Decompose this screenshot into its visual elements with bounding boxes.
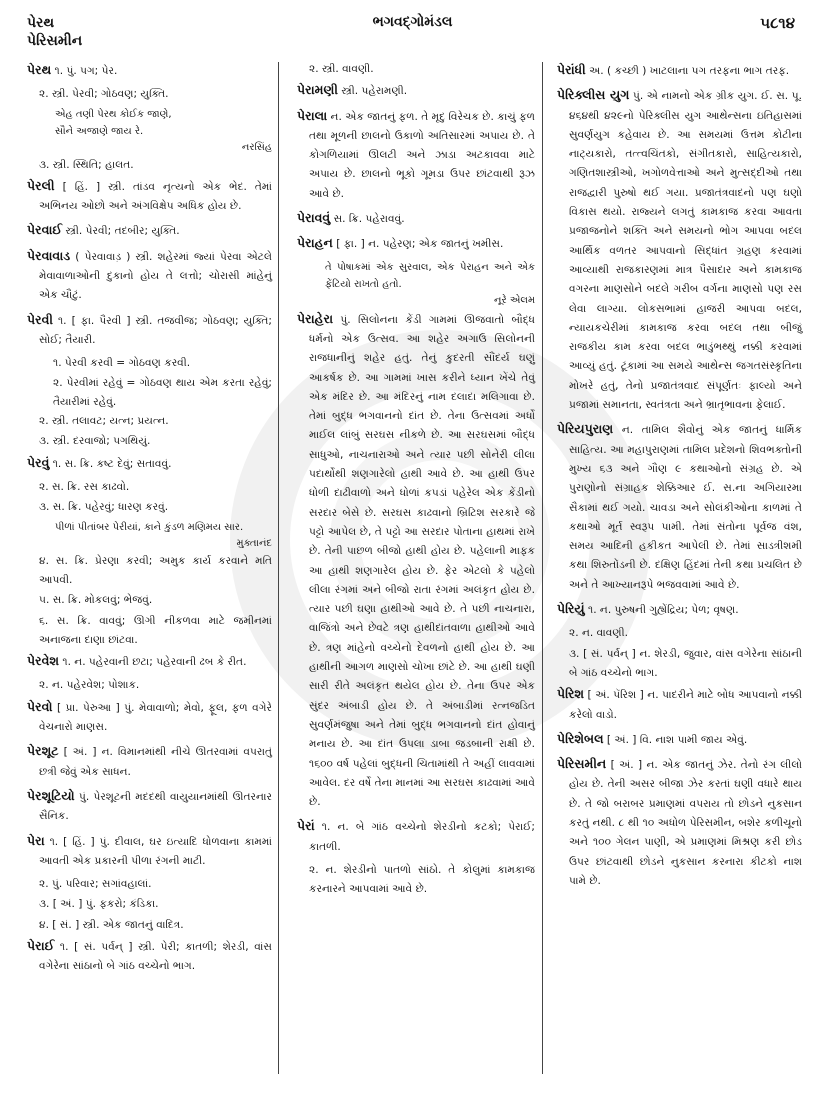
dictionary-entry bbox=[297, 233, 535, 254]
headword: પેરાં bbox=[297, 818, 315, 834]
quotation-line: તે પોષાકમાં એક સુરવાલ, એક પેરાહન અને એક ફેંટિયો રાખતો હતો. bbox=[325, 261, 535, 290]
headword: પેરવેશ bbox=[27, 653, 60, 669]
sense-line: ૨. પું. પરિવાર; સગાંવહાલાં. bbox=[39, 878, 152, 891]
sense-line: ૨. ન. શેરડીનો પાતળો સાંઠો. તે કોલુમાં કામકાજ કરનારને આપવામાં આવે છે. bbox=[309, 863, 535, 896]
definition: ૧. ન. પુરુષની ગુહ્યેંદ્રિય; પેળ; વૃષણ. bbox=[584, 604, 739, 617]
headword: પેરવી bbox=[27, 311, 53, 327]
headword: પેરશૂટિયો bbox=[27, 787, 75, 803]
definition: ૧. ન. બે ગાંઠ વચ્ચેનો શેરડીનો કટકો; પેરાઈ; કાતળી. bbox=[309, 821, 535, 853]
definition: [ ફા. ] ન. પહેરણ; એક જાતનું ખમીસ. bbox=[332, 238, 504, 251]
definition: સ્ત્રી. પહેરામણી. bbox=[337, 85, 408, 98]
sense-line: ૨. ન. પહેરવેશ; પોશાક. bbox=[39, 679, 140, 692]
headword: પેરાઈ bbox=[27, 937, 55, 953]
headword: પેરાલા bbox=[297, 107, 328, 123]
page-number: ૫૮૧૪ bbox=[760, 14, 795, 32]
headword: પેરિશ bbox=[557, 686, 585, 702]
sense-line: ૨. ન. વાવણી. bbox=[569, 627, 629, 640]
dictionary-entry bbox=[27, 651, 272, 672]
quotation-line: પીળાં પીતાંબર પેરીયાં, કાને કુંડળ મણિમય સાર. bbox=[55, 521, 244, 533]
headword: પેરામણી bbox=[297, 82, 338, 98]
headword: પેરાહન bbox=[297, 235, 333, 251]
definition: [ પ્રા. પેરુઆ ] પું. મેવાવાળો; મેવો, ફૂલ, ફળ વગેરે વેચનારો માણસ. bbox=[39, 701, 272, 734]
dictionary-entry bbox=[27, 246, 272, 306]
definition: [ અં. ] ન. વિમાનમાંથી નીચે ઊતરવામાં વપરાતું છત્રી જેવું એક સાધન. bbox=[39, 746, 272, 778]
sense-line: ૪. [ સં. ] સ્ત્રી. એક જાતનું વાદિત્ર. bbox=[39, 918, 184, 931]
dictionary-entry bbox=[557, 419, 802, 595]
headword: પેરશૂટ bbox=[27, 743, 59, 759]
column-divider bbox=[278, 62, 279, 1074]
definition: [ અં. પૅરિશ ] ન. પાદરીને માટે બોધ આપવાનો નક્કી કરેલો વાડો. bbox=[569, 689, 802, 721]
sense-line: ૨. સ્ત્રી. પેરવી; ગોઠવણ; યુક્તિ. bbox=[39, 88, 169, 101]
headword: પેરવું bbox=[27, 454, 50, 470]
headword: પેરવાવાડ bbox=[27, 247, 71, 263]
definition: ન. એક જાતનું ફળ. તે મૃદુ વિરેચક છે. કાચું ફળ તથા મૂળની છાલનો ઉકાળો અતિસારમાં અપાય છે. તે કોગળિયામાં ઊલટી અને ઝાડા અટકાવવા માટે અપાય છે. છાલનો ભૂકો ગૂમડા ઉપર છાંટવાથી રૂઝ આવે છે. bbox=[309, 110, 535, 200]
quotation-source: મુક્તાનંદ bbox=[236, 537, 272, 549]
dictionary-entry bbox=[27, 453, 272, 474]
definition: ૧. પું. પગ; પેર. bbox=[51, 65, 118, 77]
dictionary-entry bbox=[557, 85, 802, 415]
column-divider bbox=[542, 62, 543, 1074]
headword: પેરિસમીન bbox=[557, 756, 607, 772]
headword: પેરવો bbox=[27, 698, 53, 714]
dictionary-entry bbox=[27, 697, 272, 738]
definition: ૧. ન. પહેરવાની છટા; પહેરવાની ઢબ કે રીત. bbox=[59, 656, 247, 669]
headword: પેરાંધી bbox=[557, 62, 586, 77]
definition: સ્ત્રી. પેરવી; તદબીર; યુક્તિ. bbox=[62, 225, 180, 238]
quotation-line: સૌને અજાણે જાય રે. bbox=[55, 125, 144, 137]
dictionary-entry bbox=[557, 599, 802, 620]
definition: ન. તામિલ શૈવોનું એક જાતનું ધાર્મિક સાહિત્ય. આ મહાપુરાણમાં તામિલ પ્રદેશનો શિવભક્તોની મુખ્ય ૬૩ અને ગૌણ ૯ કથાઓનો સંગ્રહ છે. એ પુરાણોનો સંગ્રાહક શેક્કિઆર ઈ. સ.ના અગિયારમા સૈકામાં થઈ ગયો. ચાવડા અને સોલંકીઓના કાળમાં તે કથાઓ મૂર્ત સ્વરૂપ પામી. તેમાં સંતોના પૂર્વજ વંશ, સમય આદિની હકીકત આપેલી છે. તેમાં સાડત્રીશમી કથા શિરુતોંડની છે. દક્ષિણ હિંદમાં તેની કથા પ્રચલિત છે અને તે આખ્યાનરૂપે ભજવવામાં આવે છે. bbox=[569, 424, 802, 591]
headword: પેરિક્લીસ યુગ bbox=[557, 87, 630, 103]
definition: ૧. સ. ક્રિ. કષ્ટ દેવું; સતાવવું. bbox=[49, 457, 172, 470]
headword: પેરલી bbox=[27, 177, 55, 193]
dictionary-entry bbox=[27, 60, 272, 81]
column-middle bbox=[297, 60, 535, 901]
headword: પેરવાઈ bbox=[27, 222, 63, 238]
headword: પેરિયપુરાણ bbox=[557, 421, 614, 437]
quotation-line: એહ તણી પેરથ કોઈક જાણે, bbox=[55, 108, 172, 120]
definition: સ. ક્રિ. પહેરાવવું. bbox=[330, 213, 405, 226]
dictionary-entry bbox=[557, 684, 802, 725]
dictionary-entry bbox=[557, 729, 802, 750]
sense-line: ૨. સ્ત્રી. વાવણી. bbox=[309, 63, 374, 75]
sense-line: ૫. સ. ક્રિ. મોકલવું; ભેજવું. bbox=[39, 594, 153, 607]
book-title: ભગવદ્ગોમંડલ bbox=[372, 14, 453, 30]
sense-line: ૩. સ્ત્રી. સ્થિતિ; હાલત. bbox=[39, 158, 134, 171]
dictionary-entry bbox=[557, 60, 802, 81]
guide-word-first: પેરથ bbox=[27, 15, 55, 31]
dictionary-entry bbox=[297, 208, 535, 229]
definition: ૧. [ સં. પર્વન્ ] સ્ત્રી. પેરી; કાતળી; શેરડી, વાંસ વગેરેના સાંઠાનો બે ગાંઠ વચ્ચેનો ભાગ. bbox=[39, 940, 272, 973]
dictionary-entry bbox=[297, 816, 535, 857]
definition: પું. પેરશૂટની મદદથી વાયુયાનમાંથી ઊતરનાર સૈનિક. bbox=[39, 790, 272, 823]
sense-line: ૩. સ્ત્રી. દરવાજો; પગથિયું. bbox=[39, 435, 151, 448]
definition: [ હિં. ] સ્ત્રી. તાંડવ નૃત્યનો એક ભેદ. તેમાં અભિનય ઓછો અને અંગવિક્ષેપ અધિક હોય છે. bbox=[39, 180, 272, 213]
sense-line: ૩. [ સં. પર્વન્ ] ન. શેરડી, જુવાર, વાંસ વગેરેના સાંઠાની બે ગાંઠ વચ્ચેનો ભાગ. bbox=[569, 647, 802, 679]
definition: ૧. [ હિં. ] પું. દીવાલ, ઘર ઇત્યાદિ ધોળવાના કામમાં આવતી એક પ્રકારની પીળા રંગની માટી. bbox=[39, 835, 272, 867]
headword: પેરિયું bbox=[557, 601, 585, 617]
headword: પેરાહેરા bbox=[297, 310, 334, 326]
dictionary-entry bbox=[27, 786, 272, 827]
quotation-source: નૂરે એલમ bbox=[494, 294, 535, 306]
dictionary-entry bbox=[27, 741, 272, 782]
column-left bbox=[27, 60, 272, 981]
definition: પું. સિલોનના કેંડી ગામમાં ઊજવાતો બૌદ્ધ ધર્મનો એક ઉત્સવ. આ શહેર અગાઉ સિલોનની રાજધાનીનું શહેર હતું. તેનું કુદરતી સૌંદર્ય ઘણું આકર્ષક છે. આ ગામમાં ખાસ કરીને ધ્યાન ખેંચે તેવું એક મંદિર છે. આ મંદિરનું નામ દલાદા મલિગાવા છે. તેમાં બુદ્ધ ભગવાનનો દાંત છે. તેના ઉત્સવમાં અર્ધો માઈલ લાંબું સરઘસ નીકળે છે. આ સરઘસમાં બૌદ્ધ સાધુઓ, નાચનારાઓ અને ત્યાર પછી સોનેરી લીલા પદાર્થોથી શણગારેલો હાથી આવે છે. આ હાથી ઉપર ધોળી દાઢીવાળો અને ધોળાં કપડાં પહેરેલ એક કેંડીનો સરદાર બેસે છે. સરઘસ કાઢવાનો બ્રિટિશ સરકારે જે પટ્ટો આપેલ છે, તે પટ્ટો આ સરદાર પોતાના હાથમાં રાખે છે. તેની પાછળ બીજો હાથી હોય છે. પહેલાની માફક આ હાથી શણગારેલ હોય છે. ફેર એટલો કે પહેલો લીલા રંગમાં અને બીજો રાતા રંગમાં અલંકૃત હોય છે. ત્યાર પછી ઘણા હાથીઓ આવે છે. તે પછી નાચનારા, વાજિંત્રો અને છેવટે ત્રણ હાથીદાંતવાળા હાથીઓ આવે છે. ત્રણ માંહેનો વચ્ચેનો દેવળનો હાથી હોય છે. આ હાથીની આગળ માણસો ચોખા છાંટે છે. આ હાથી ઘણી સારી રીતે અલંકૃત થયેલ હોય છે. તેના ઉપર એક સુંદર અંબાડી હોય છે. તે અંબાડીમાં રત્નજડિત સુવર્ણમંજુષા અને તેમાં બુદ્ધ ભગવાનનો દાંત હોવાનું મનાય છે. આ દાંત ઉપલા ડાબા જડબાની રાક્ષી છે. ૧૬૦૦ વર્ષ પહેલાં બુદ્ધની ચિતામાંથી તે અહીં લાવવામાં આવેલ. દર વર્ષે તેના માનમાં આ સરઘસ કાઢવામાં આવે છે. bbox=[309, 313, 535, 809]
dictionary-entry bbox=[27, 310, 272, 351]
dictionary-entry bbox=[27, 936, 272, 977]
sense-line: ૬. સ. ક્રિ. વાવવું; ઊગી નીકળવા માટે જમીનમાં અનાજના દાણા છાંટવા. bbox=[39, 614, 272, 646]
sense-line: ૨. સ્ત્રી. તલાવટ; યત્ન; પ્રયત્ન. bbox=[39, 415, 169, 428]
dictionary-entry bbox=[297, 80, 535, 101]
headword: પેરા bbox=[27, 832, 45, 848]
definition: પું. એ નામનો એક ગ્રીક યુગ. ઈ. સ. પૂ. ૪૬૪થી ૪૨૯નો પેરિક્લીસ યુગ આથેન્સના ઇતિહાસમાં સુવર્ણયુગ કહેવાય છે. આ સમયમાં ઉત્તમ કોટીના નાટ્યકારો, તત્ત્વચિંતકો, સંગીતકારો, સાહિત્યકારો, ગણિતશાસ્ત્રીઓ, ખગોળવેત્તાઓ અને મુત્સદ્દીઓ તથા રાજદ્વારી પુરુષો થઈ ગયા. પ્રજાતંત્રવાદનો પણ ઘણો વિકાસ થયો. રાજ્યને લગતું કામકાજ કરવા આવતા પ્રજાજનોને શક્તિ અને સમયનો ભોગ આપવા બદલ આર્થિક વળતર આપવાનો સિદ્ધાંત ગ્રહણ કરવામાં આવ્યાથી રાજકારણમાં માત્ર પૈસાદાર અને કામકાજ વગરના માણસોને બદલે ગરીબ વર્ગના માણસો પણ રસ લેવા લાગ્યા. લોકસભામાં હાજરી આપવા બદલ, ન્યાયકચેરીમાં કામકાજ કરવા બદલ તથા બીજું રાજકીય કામ કરવા બદલ ભાડુંભથ્થું નક્કી કરવામાં આવ્યું હતું. ટૂંકામાં આ સમયે આથેન્સ જગતસંસ્કૃતિના મોખરે હતું, તેનો પ્રજાતંત્રવાદ સંપૂર્ણતઃ ફાલ્યો અને પ્રજામાં સમાનતા, સ્વતંત્રતા અને ભ્રાતૃભાવના ફેલાઈ. bbox=[569, 90, 803, 412]
headword: પેરાવવું bbox=[297, 210, 331, 226]
sense-line: ૩. [ અં. ] પું. ફકરો; કંડિકા. bbox=[39, 898, 159, 911]
dictionary-entry bbox=[557, 754, 802, 891]
sense-line: ૨. સ. ક્રિ. રસ કાઢવો. bbox=[39, 481, 130, 494]
dictionary-entry bbox=[297, 309, 535, 813]
sense-line: ૩. સ. ક્રિ. પહેરવું; ધારણ કરવું. bbox=[39, 501, 169, 514]
column-right bbox=[557, 60, 802, 895]
page-header bbox=[0, 10, 825, 56]
definition: અ. ( કચ્છી ) ખાટલાના પગ તરફના ભાગ તરફ. bbox=[585, 65, 790, 77]
guide-word-last: પેરિસમીન bbox=[27, 33, 83, 49]
quotation-source: નરસિંહ bbox=[241, 141, 272, 153]
dictionary-entry bbox=[27, 176, 272, 217]
headword: પેરિશેબલ bbox=[557, 730, 604, 746]
dictionary-entry bbox=[27, 220, 272, 241]
definition: ( પેરવાવાડ઼ ) સ્ત્રી. શહેરમાં જ્યાં પેરવા એટલે મેવાવાળાઓની દુકાનો હોય તે લત્તો; ચોરાસી માંહેનું એક ચૌટું. bbox=[39, 250, 272, 302]
sense-line: ૪. સ. ક્રિ. પ્રેરણા કરવી; અમુક કાર્ય કરવાને મતિ આપવી. bbox=[39, 554, 272, 586]
definition: [ અં. ] વિ. નાશ પામી જાય એવું. bbox=[603, 733, 748, 746]
headword: પેરથ bbox=[27, 62, 52, 77]
dictionary-entry bbox=[297, 106, 535, 204]
definition: [ અં. ] ન. એક જાતનું ઝેર. તેનો રંગ લીલો હોય છે. તેની અસર બીજા ઝેર કરતાં ઘણી વધારે થાય છે. તે જો બરાબર પ્રમાણમાં વપરાય તો છોડને નુકસાન કરતું નથી. ૮ થી ૧૦ અધોળ પેરિસમીન, બશેર કળીચૂનો અને ૧૦૦ ગેલન પાણી, એ પ્રમાણમાં મિશ્રણ કરી છોડ ઉપર છાંટવાથી છોડને નુકસાન કરનારા કીટકો નાશ પામે છે. bbox=[569, 759, 802, 887]
definition: ૧. [ ફા. પૈરવી ] સ્ત્રી. તજવીજ; ગોઠવણ; યુક્તિ; સોઈ; તૈયારી. bbox=[39, 314, 272, 346]
sub-sense-line: ૧. પેરવી કરવી = ગોઠવણ કરવી. bbox=[53, 357, 191, 370]
dictionary-entry bbox=[27, 831, 272, 872]
sub-sense-line: ૨. પેરવીમાં રહેવું = ગોઠવણ થાય એમ કરતા રહેવું; તૈયારીમાં રહેવું. bbox=[53, 376, 272, 408]
